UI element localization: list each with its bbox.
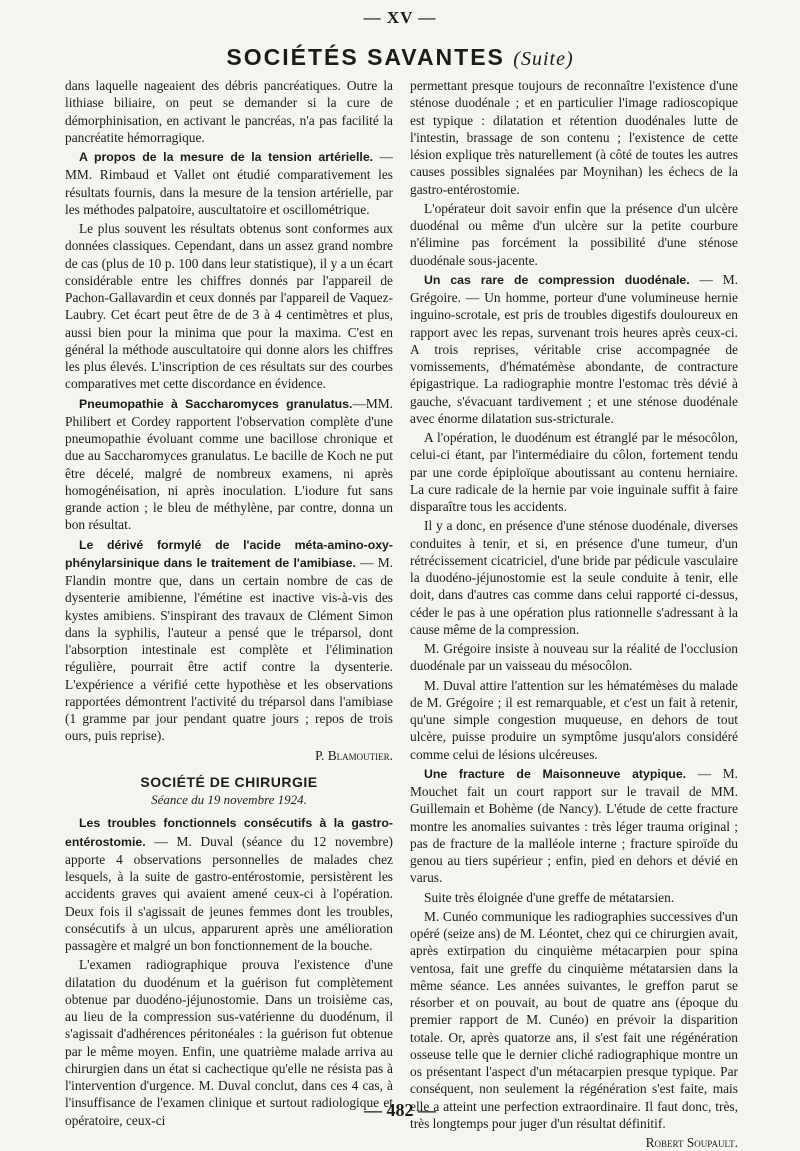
roman-page-number: — XV —	[363, 8, 437, 27]
paragraph-duval: M. Duval attire l'attention sur les hématémèses du malade de M. Grégoire ; il est remarquable, et c'est un fait à retenir, qu'une simple congestion muqueuse, en dehors de tout ulcère, puisse produire un symptôme jusqu'alors considéré comme celui de lésions ulcéreuses.	[410, 677, 738, 762]
heading-gastro-enterostomie: Les troubles fonctionnels consécutifs à la gastro-entérostomie.	[65, 816, 393, 849]
paragraph-greffe: Suite très éloignée d'une greffe de métatarsien.	[424, 889, 675, 905]
heading-tension-arterielle: A propos de la mesure de la tension artérielle.	[79, 150, 374, 164]
paragraph-examen-radiographique: L'examen radiographique prouva l'existence d'une dilatation du duodénum et la guérison fut complètement obtenue par duodéno-jéjunostomie. Dans un troisième cas, au lieu de la compression sus-vatérienne du duodénum, il s'agissait d'adhérences péritonéales : la guérison fut obtenue par le même moyen. Enfin, une quatrième malade arriva au chirurgien dans un état si cachectique qu'elle ne résista pas à l'intervention d'urgence. M. Duval conclut, dans ces 4 cas, à l'insuffisance de l'examen clinique et surtout radiologique et opératoire, ceux-ci	[65, 957, 393, 1128]
heading-pneumopathie: Pneumopathie à Saccharomyces granulatus.	[79, 396, 353, 411]
paragraph-maisonneuve: Une fracture de Maisonneuve atypique. — M. Mouchet fait un court rapport sur le travail de MM. Guillemain et Bohème (de Nancy). L'étude de cette fracture montre les anomalies suivantes : très léger trauma original ; pas de fracture de la malléole interne ; fracture spiroïde du genou au tiers supérieur ; enfin, pied en dehors et dévié en varus.	[410, 765, 738, 886]
paragraph-cuneo: M. Cunéo communique les radiographies successives d'un opéré (seize ans) de M. Léontet, chez qui ce chirurgien avait, après extirpation du cinquième métacarpien pour spina ventosa, fait une greffe du cinquième métatarsien dans la même séance. Les années suivantes, le greffon parut se résorber et on pouvait, au bout de quatre ans (époque du premier rapport de M. Cunéo) en prévoir la disparition totale. Or, après quatorze ans, il s'est fait une régénération osseuse telle que le dernier cliché radiographique montre un os présentant l'aspect d'un métacarpien presque typique. Par conséquent, non seulement la régénération s'est faite, mais elle a atteint une perfection extraordinaire. Il faut donc, très, très longtemps pour juger d'un résultat définitif.	[410, 908, 738, 1131]
title-main: SOCIÉTÉS SAVANTES	[226, 44, 505, 70]
paragraph-tension-arterielle: A propos de la mesure de la tension artérielle. — MM. Rimbaud et Vallet ont étudié comparativement les résultats fournis, dans la mesure de la tension artérielle, par les méthodes palpatoire, auscultatoire et oscillométrique.	[65, 149, 393, 217]
section-title-chirurgie: SOCIÉTÉ DE CHIRURGIE	[140, 773, 318, 790]
title-suffix: (Suite)	[513, 48, 574, 70]
right-column	[410, 77, 738, 1151]
heading-maisonneuve: Une fracture de Maisonneuve atypique.	[424, 766, 687, 781]
paragraph-amibiase: Le dérivé formylé de l'acide méta-amino-oxy-phénylarsinique dans le traitement de l'amibiase. — M. Flandin montre que, dans un certain nombre de cas de dysenterie amibienne, l'émétine est inactive vis-à-vis des kystes amibiens. S'inspirant des travaux de Clément Simon dans la syphilis, l'auteur a pensé que le tréparsol, dont l'absorption intestinale est complète et l'élimination régulière, pourrait être actif contre la dysenterie. L'expérience a vérifié cette hypothèse et les observations rapportées démontrent l'activité du tréparsol dans l'amibiase (1 gramme par jour pendant quatre jours ; repos de trois ours, puis reprise).	[65, 537, 393, 744]
page-number: — 482 —	[364, 1100, 436, 1120]
left-column	[65, 77, 393, 1131]
signature-blamoutier: P. Blamoutier.	[315, 747, 393, 763]
heading-compression-duodenale: Un cas rare de compression duodénale.	[424, 272, 690, 287]
signature-soupault: Robert Soupault.	[645, 1135, 738, 1150]
paragraph-conduites: Il y a donc, en présence d'une sténose duodénale, diverses conduites à tenir, et si, en présence d'une tumeur, d'un rétrécissement cicatriciel, d'une bride par pédicule vasculaire la duodéno-jéjunostomie est la seule conduite à tenir, elle doit, dans d'autres cas comme dans celui rapporté ci-dessus, céder le pas à une opération plus rationnelle s'adressant à la cause même de la compression.	[410, 518, 738, 637]
page-title	[0, 43, 800, 73]
paragraph-stenose: permettant presque toujours de reconnaître l'existence d'une sténose duodénale ; et en particulier l'image radioscopique est typique : dilatation et rétention duodénales lutte de l'intestin, brassage de son contenu ; l'existence de cette lésion explique très naturellement (à côté de toutes les autres causes possibles signalées par Moynihan) les échecs de la gastro-entérostomie.	[410, 78, 738, 197]
heading-amibiase: Le dérivé formylé de l'acide méta-amino-oxy-phénylarsinique dans le traitement de l'amibiase.	[65, 537, 393, 570]
paragraph-operation: A l'opération, le duodénum est étranglé par le mésocôlon, celui-ci étant, par l'intermédiaire du côlon, fortement tendu par une corde épiploïque aboutissant au contenu herniaire. La cure radicale de la hernie par voie inguinale suffit à faire disparaître tous les accidents.	[410, 430, 738, 514]
paragraph-gastro-enterostomie: Les troubles fonctionnels consécutifs à la gastro-entérostomie. — M. Duval (séance du 12 novembre) apporte 4 observations personnelles de malades chez lesquels, à la suite de gastro-entérostomie, persistèrent les accidents graves qui avaient amené ceux-ci à l'opération. Deux fois il s'agissait de jeunes femmes dont les troubles, consécutifs à un ulcus, apparurent après une amélioration passagère et malgré un bon fonctionnement de la bouche.	[65, 816, 393, 953]
paragraph-compression-duodenale: Un cas rare de compression duodénale. — M. Grégoire. — Un homme, porteur d'une volumineuse hernie inguino-scrotale, est pris de troubles digestifs douloureux en rapport avec les repas, survenant trois heures après ceux-ci. A trois reprises, véritable crise accompagnée de vomissements, d'hématémèse abondante, de contracture épigastrique. La radiographie montre l'estomac très dévié à gauche, s'évacuant tardivement ; et une sténose duodénale avec énorme dilatation sus-stricturale.	[410, 271, 738, 426]
paragraph-resultats: Le plus souvent les résultats obtenus sont conformes aux données classiques. Cependant, dans un assez grand nombre de cas (plus de 10 p. 100 dans leur statistique), il y a un écart considérable entre les chiffres donnés par l'appareil de Pachon-Gallavardin et ceux donnés par l'appareil de Vaquez-Laubry. Cet écart peut être de de 3 à 4 centimètres et plus, aussi bien pour la minima que pour la maxima. C'est en général la méthode auscultatoire qui donne alors les chiffres les plus élevés. L'inscription de ces résultats sur des courbes comparatives met cette discordance en évidence.	[65, 221, 393, 392]
section-date: Séance du 19 novembre 1924.	[151, 792, 307, 807]
paragraph-pancreatite: dans laquelle nageaient des débris pancréatiques. Outre la lithiase biliaire, on peut se demander si la cure de démorphinisation, en activant le pancréas, n'a pas facilité la pancréatite hémorragique.	[65, 78, 393, 145]
paragraph-operateur: L'opérateur doit savoir enfin que la présence d'un ulcère duodénal ou même d'un ulcère sur la petite courbure n'élimine pas forcément la possibilité d'une sténose duodénale sous-jacente.	[410, 200, 738, 268]
paragraph-gregoire: M. Grégoire insiste à nouveau sur la réalité de l'occlusion duodénale par un vaisseau du mésocôlon.	[410, 641, 738, 674]
paragraph-pneumopathie: Pneumopathie à Saccharomyces granulatus.—MM. Philibert et Cordey rapportent l'observation complète d'une pneumopathie évoluant comme une bacillose chronique et due au Saccharomyces granulatus. Le bacille de Koch ne put être décelé, malgré de nombreux examens, ni après homogénéisation, ni après inoculation. L'iodure fut sans grande action ; le bleu de méthylène, par contre, donna un bon résultat.	[65, 395, 393, 533]
